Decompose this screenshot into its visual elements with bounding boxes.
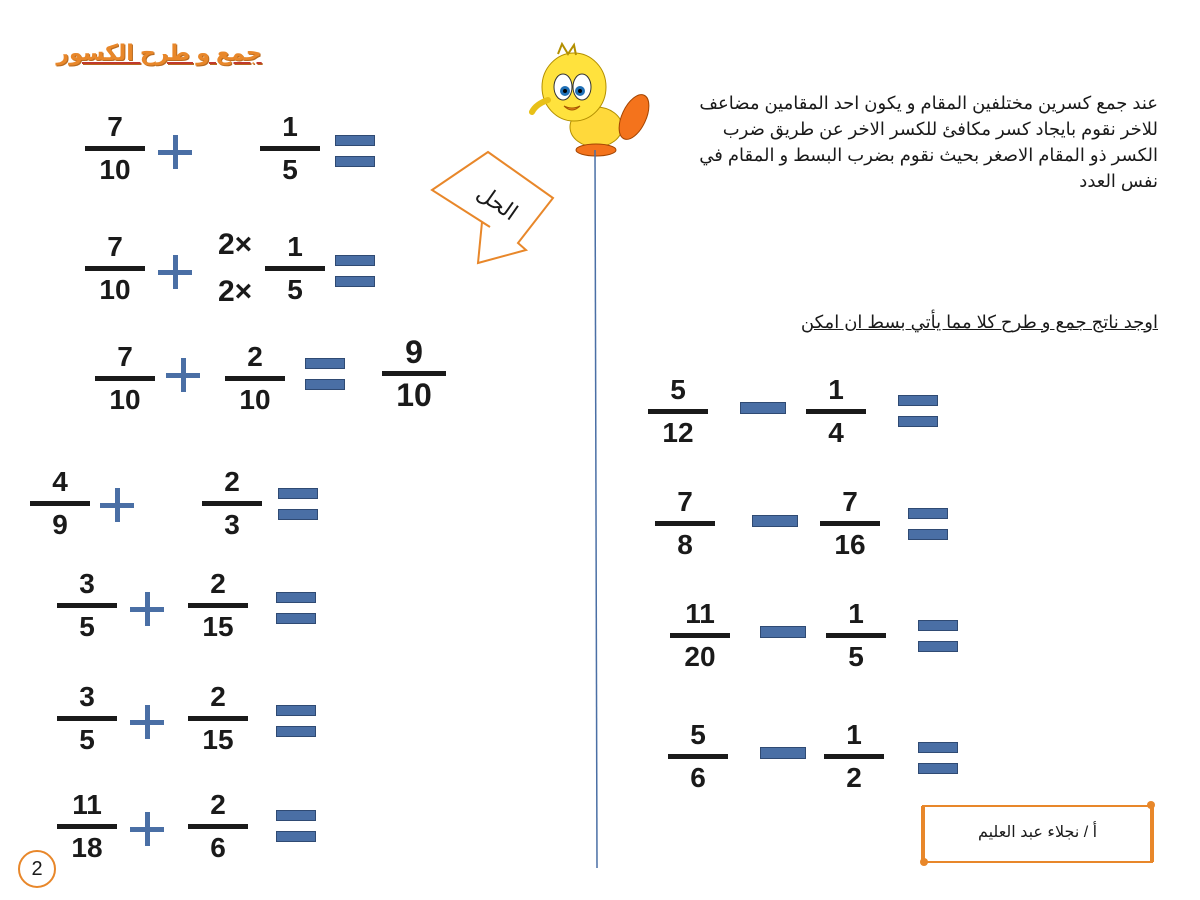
denominator: 15 <box>202 611 234 642</box>
fraction <box>47 788 127 865</box>
fraction-bar <box>820 521 880 526</box>
denominator: 5 <box>848 641 864 672</box>
fraction <box>47 680 127 757</box>
fraction <box>658 718 738 795</box>
fraction <box>250 110 330 187</box>
author-name: أ / نجلاء عبد العليم <box>977 824 1098 841</box>
numerator: 1 <box>846 719 862 750</box>
denominator: 8 <box>677 529 693 560</box>
fraction-bar <box>670 633 730 638</box>
fraction <box>255 230 335 307</box>
equals-icon <box>276 592 316 624</box>
fraction-bar <box>225 376 285 381</box>
denominator: 20 <box>684 641 716 672</box>
fraction-bar <box>57 824 117 829</box>
page-title: جمع و طرح الكسور <box>56 40 262 65</box>
result-fraction <box>372 335 456 412</box>
denominator: 18 <box>71 832 103 863</box>
plus-icon <box>130 812 164 846</box>
denominator: 10 <box>99 154 131 185</box>
numerator: 2 <box>210 568 226 599</box>
numerator: 5 <box>670 374 686 405</box>
fraction-bar <box>188 716 248 721</box>
fraction <box>816 597 896 674</box>
numerator: 7 <box>677 486 693 517</box>
fraction <box>85 340 165 417</box>
denominator: 10 <box>109 384 141 415</box>
fraction-bar <box>188 824 248 829</box>
fraction-bar <box>188 603 248 608</box>
fraction-bar <box>655 521 715 526</box>
instruction-text: اوجد ناتج جمع و طرح كلا مما يأتي بسط ان امكن <box>800 312 1158 332</box>
plus-icon <box>100 488 134 522</box>
denominator: 12 <box>662 417 694 448</box>
plus-icon <box>130 592 164 626</box>
denominator: 5 <box>287 274 303 305</box>
denominator: 5 <box>79 611 95 642</box>
equals-icon <box>335 255 375 287</box>
equals-icon <box>918 620 958 652</box>
minus-icon <box>740 402 786 414</box>
numerator: 2 <box>247 341 263 372</box>
fraction-bar <box>382 371 446 376</box>
fraction <box>215 340 295 417</box>
numerator: 1 <box>282 111 298 142</box>
fraction <box>810 485 890 562</box>
solution-label: الحل <box>472 179 523 226</box>
numerator: 1 <box>848 598 864 629</box>
numerator: 3 <box>79 681 95 712</box>
equals-icon <box>276 810 316 842</box>
numerator: 11 <box>685 598 715 629</box>
numerator: 3 <box>79 568 95 599</box>
numerator: 11 <box>72 789 102 820</box>
bird-mascot-icon <box>528 42 663 157</box>
fraction-bar <box>668 754 728 759</box>
denominator: 5 <box>79 724 95 755</box>
numerator: 2 <box>224 466 240 497</box>
denominator: 3 <box>224 509 240 540</box>
denominator: 10 <box>239 384 271 415</box>
minus-icon <box>760 626 806 638</box>
equals-icon <box>918 742 958 774</box>
fraction-bar <box>85 146 145 151</box>
fraction-bar <box>95 376 155 381</box>
multiplier-denominator: 2× <box>218 275 253 308</box>
fraction-bar <box>648 409 708 414</box>
numerator: 7 <box>107 231 123 262</box>
page-number: 2 <box>18 850 56 888</box>
equals-icon <box>278 488 318 520</box>
numerator: 4 <box>52 466 68 497</box>
plus-icon <box>158 255 192 289</box>
numerator: 9 <box>405 334 423 370</box>
fraction <box>75 110 155 187</box>
fraction-bar <box>265 266 325 271</box>
equals-icon <box>335 135 375 167</box>
fraction-bar <box>57 716 117 721</box>
denominator: 5 <box>282 154 298 185</box>
denominator: 10 <box>99 274 131 305</box>
fraction-bar <box>826 633 886 638</box>
fraction <box>638 373 718 450</box>
denominator: 10 <box>396 377 432 413</box>
numerator: 1 <box>828 374 844 405</box>
fraction-bar <box>260 146 320 151</box>
denominator: 16 <box>834 529 866 560</box>
plus-icon <box>130 705 164 739</box>
numerator: 7 <box>117 341 133 372</box>
numerator: 2 <box>210 681 226 712</box>
denominator: 2 <box>846 762 862 793</box>
fraction <box>814 718 894 795</box>
numerator: 7 <box>107 111 123 142</box>
plus-icon <box>166 358 200 392</box>
fraction <box>645 485 725 562</box>
multiplier-numerator: 2× <box>218 228 253 261</box>
minus-icon <box>760 747 806 759</box>
fraction <box>796 373 876 450</box>
fraction <box>660 597 740 674</box>
fraction-bar <box>824 754 884 759</box>
fraction <box>47 567 127 644</box>
fraction <box>178 788 258 865</box>
plus-icon <box>158 135 192 169</box>
fraction-bar <box>806 409 866 414</box>
numerator: 1 <box>287 231 303 262</box>
numerator: 5 <box>690 719 706 750</box>
denominator: 6 <box>210 832 226 863</box>
fraction-bar <box>30 501 90 506</box>
equals-icon <box>276 705 316 737</box>
fraction-bar <box>85 266 145 271</box>
column-divider <box>593 150 601 870</box>
fraction-bar <box>202 501 262 506</box>
equals-icon <box>908 508 948 540</box>
minus-icon <box>752 515 798 527</box>
equals-icon <box>898 395 938 427</box>
fraction-bar <box>57 603 117 608</box>
fraction <box>178 680 258 757</box>
denominator: 15 <box>202 724 234 755</box>
equals-icon <box>305 358 345 390</box>
denominator: 9 <box>52 509 68 540</box>
fraction <box>75 230 155 307</box>
fraction <box>178 567 258 644</box>
numerator: 2 <box>210 789 226 820</box>
denominator: 6 <box>690 762 706 793</box>
numerator: 7 <box>842 486 858 517</box>
denominator: 4 <box>828 417 844 448</box>
explanation-text: عند جمع كسرين مختلفين المقام و يكون احد المقامين مضاعف للاخر نقوم بايجاد كسر مكافئ للكسر الاخر عن طريق ضرب الكسر ذو المقام الاصغر بحيث نقوم بضرب البسط و المقام في نفس العدد <box>699 93 1158 191</box>
fraction <box>192 465 272 542</box>
fraction <box>20 465 100 542</box>
